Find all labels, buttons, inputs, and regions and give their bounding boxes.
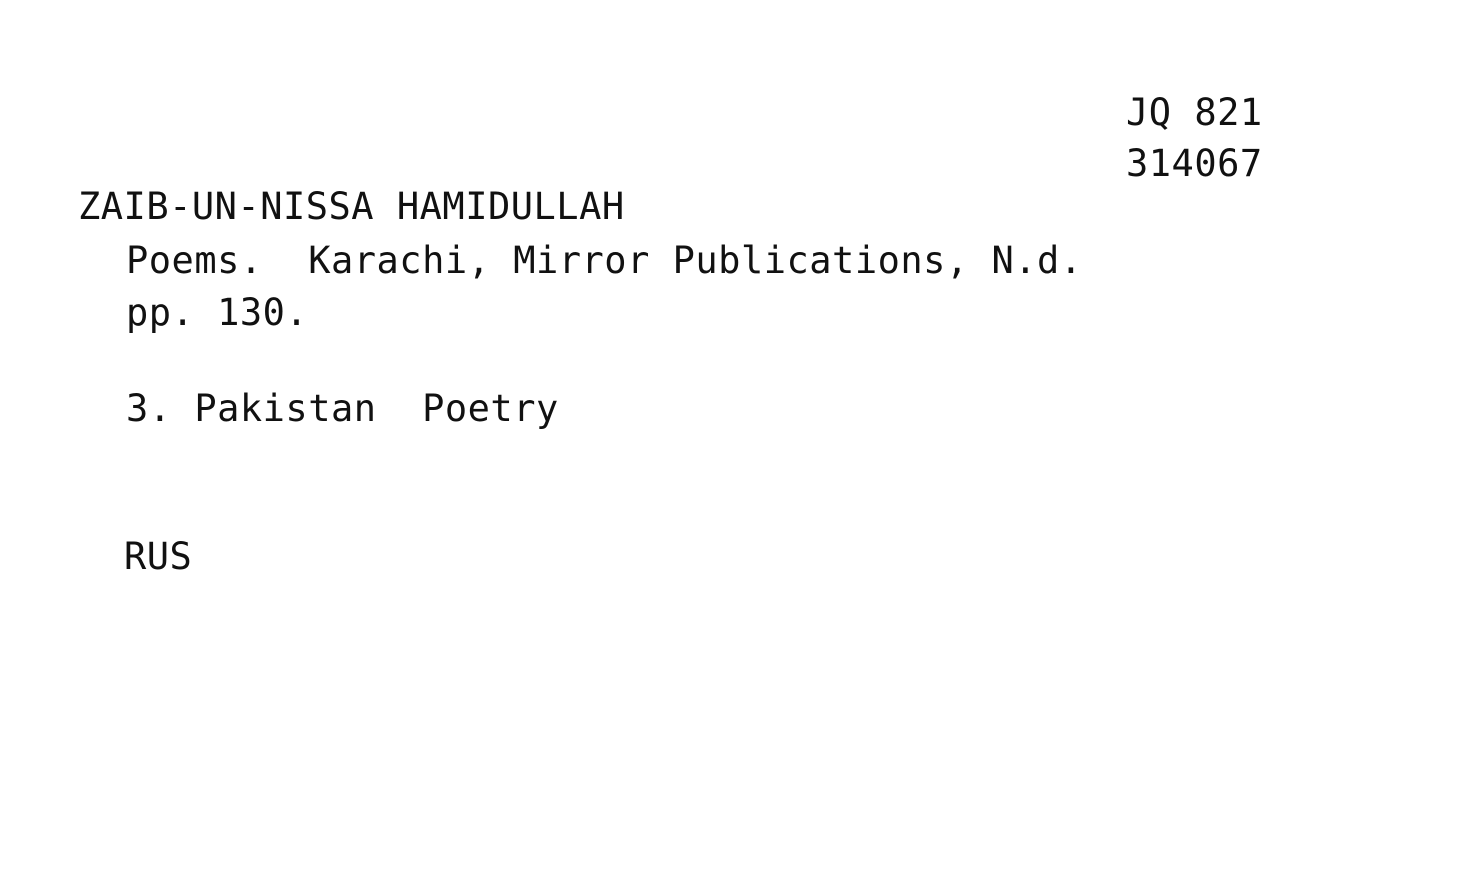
call-number-accession: 314067 <box>1126 142 1263 185</box>
title-imprint: Poems. Karachi, Mirror Publications, N.d. <box>126 239 1083 282</box>
location-code: RUS <box>124 535 193 578</box>
subject-heading: 3. Pakistan Poetry <box>126 387 559 430</box>
call-number-classification: JQ 821 <box>1126 91 1263 134</box>
author-heading: ZAIB-UN-NISSA HAMIDULLAH <box>78 185 625 228</box>
collation: pp. 130. <box>126 291 309 334</box>
